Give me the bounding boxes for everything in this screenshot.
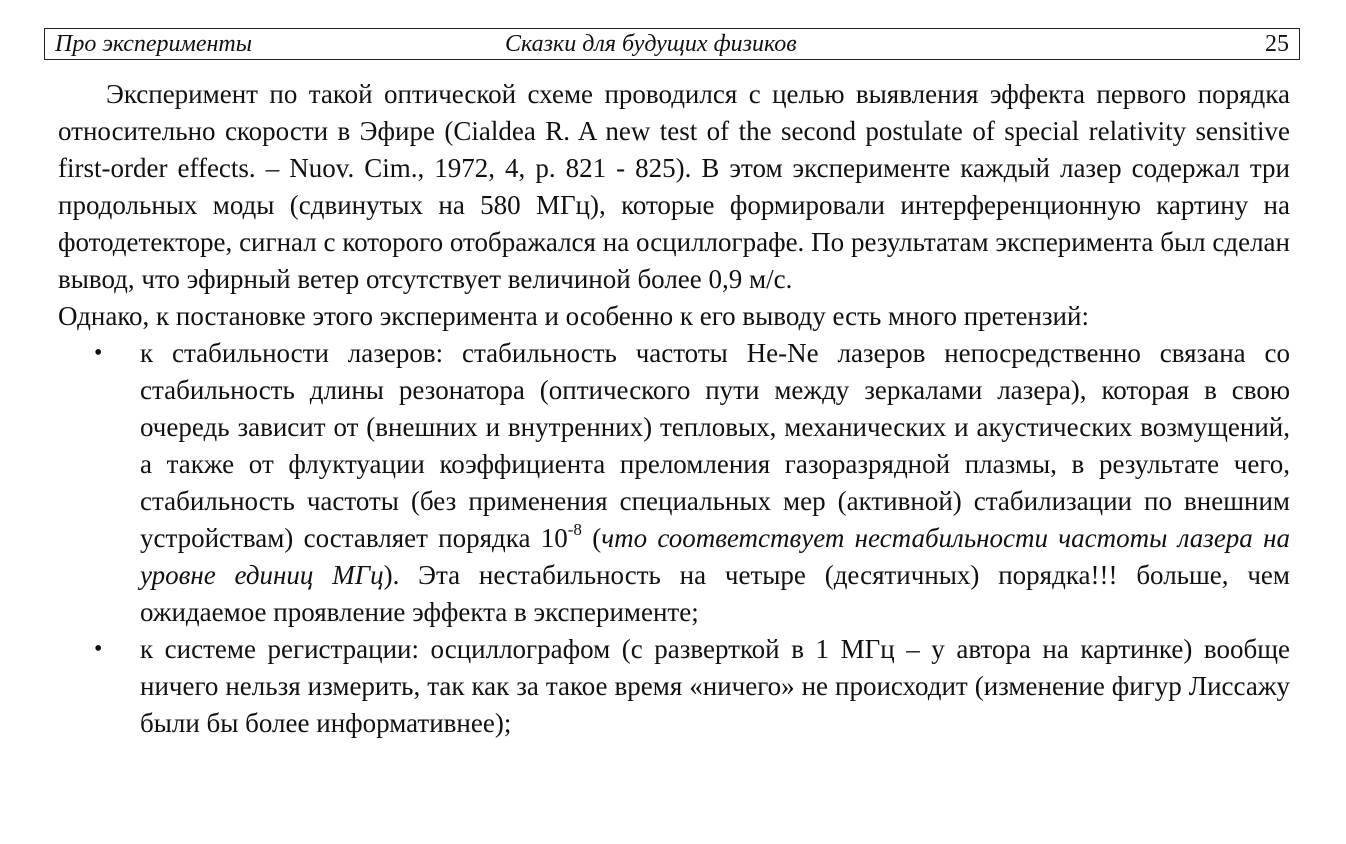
- paragraph-claims: Однако, к постановке этого эксперимента и особенно к его выводу есть много претензий:: [58, 301, 1089, 331]
- header-section-title: Про эксперименты: [55, 31, 252, 57]
- list-item-text: к стабильности лазеров: стабильность частоты He-Ne лазеров непосредственно связана со стабильность длины резонатора (оптического пути между зеркалами лазера), которая в свою очередь зависит от (внешних и внутренних) тепловых, механических и акустических возмущений, а также от флуктуации коэффициента преломления газоразрядной плазмы, в результате чего, стабильность частоты (без применения специальных мер (активной) стабилизации по внешним устройствам) составляет порядка 10: [140, 338, 1290, 553]
- list-item-text: (: [581, 523, 602, 553]
- list-item: [58, 631, 1290, 742]
- bullet-icon: •: [94, 340, 103, 366]
- list-item: [58, 335, 1290, 631]
- running-header: [44, 28, 1300, 60]
- paragraph-experiment: Эксперимент по такой оптической схеме проводился с целью выявления эффекта первого порядка относительно скорости в Эфире (Cialdea R. A new test of the second postulate of special relativity sensitive first-order effects. – Nuov. Cim., 1972, 4, p. 821 - 825). В этом эксперименте каждый лазер содержал три продольных моды (сдвинутых на 580 МГц), которые формировали интерференционную картину на фотодетекторе, сигнал с которого отображался на осциллографе. По результатам эксперимента был сделан вывод, что эфирный ветер отсутствует величиной более 0,9 м/с.: [58, 79, 1290, 294]
- header-book-title: Сказки для будущих физиков: [505, 31, 797, 57]
- claims-list: [58, 335, 1290, 742]
- page-number: 25: [1265, 31, 1289, 57]
- exponent: -8: [567, 520, 582, 539]
- list-item-text: к системе регистрации: осциллографом (с разверткой в 1 МГц – у автора на картинке) вообще ничего нельзя измерить, так как за такое время «ничего» не происходит (изменение фигур Лиссажу были бы более информативнее);: [140, 634, 1290, 738]
- italic-remark: что соответствует нестабильности частоты лазера на уровне единиц МГц: [140, 523, 1290, 590]
- bullet-icon: •: [94, 636, 103, 662]
- page-body: [58, 76, 1290, 742]
- list-item-text: ). Эта нестабильность на четыре (десятичных) порядка!!! больше, чем ожидаемое проявление эффекта в эксперименте;: [140, 560, 1290, 627]
